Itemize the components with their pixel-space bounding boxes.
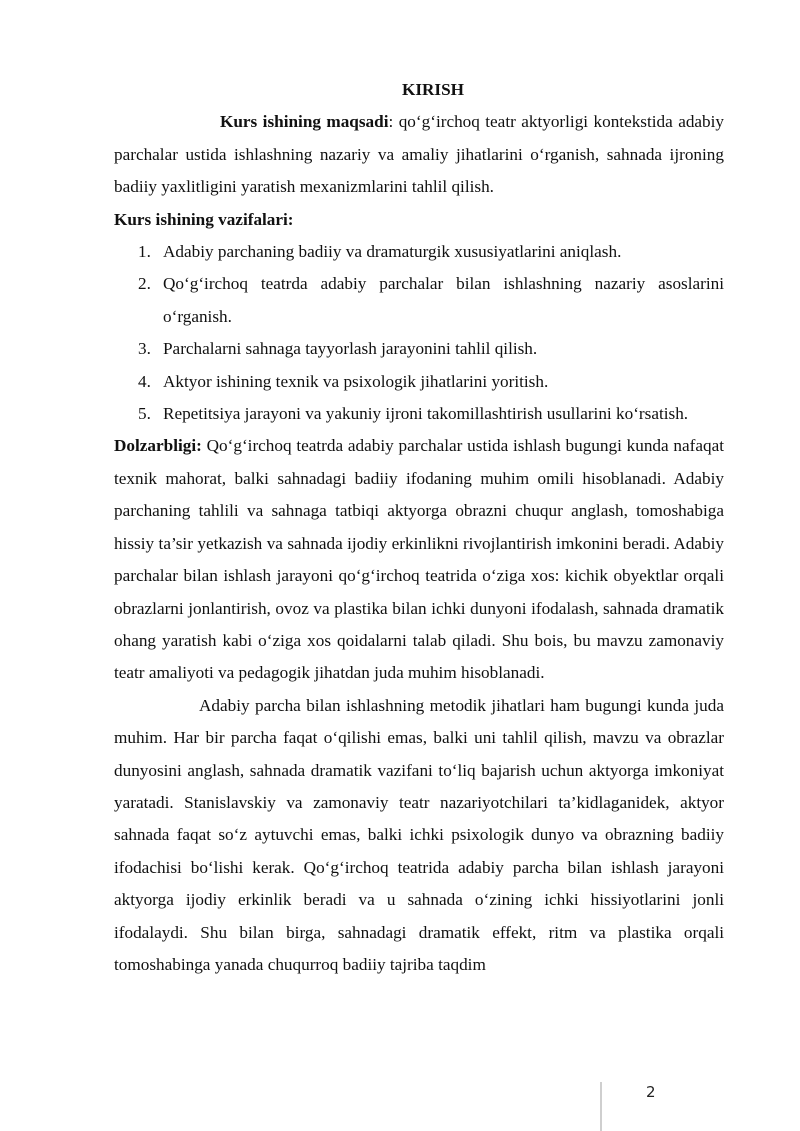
section-title: KIRISH <box>401 80 465 99</box>
page-body <box>114 74 724 981</box>
page-number: 2 <box>646 1083 656 1101</box>
list-item-number: 1. <box>138 242 151 262</box>
list-item <box>114 333 724 365</box>
relevance-text: Qo‘g‘irchoq teatrda adabiy parchalar ustida ishlash bugungi kunda nafaqat texnik mahorat, balki sahnadagi badiiy ifodaning muhim omili hisoblanadi. Adabiy parchaning tahlili va sahnaga tatbiqi aktyorga obrazni chuqur anglash, tomoshabiga hissiy ta’sir yetkazish va sahnada ijodiy erkinlikni rivojlantirish imkonini beradi. Adabiy parchalar bilan ishlash jarayoni qo‘g‘irchoq teatrida o‘ziga xos: kichik obyektlar orqali obrazlarni jonlantirish, ovoz va plastika bilan ichki dunyoni ifodalash, sahnada dramatik ohang yaratish kabi o‘ziga xos qoidalarni talab qiladi. Shu bois, bu mavzu zamonaviy teatr amaliyoti va pedagogik jihatdan juda muhim hisoblanadi. <box>114 436 724 683</box>
list-item-text: Aktyor ishining texnik va psixologik jihatlarini yoritish. <box>163 371 549 391</box>
list-item <box>114 268 724 333</box>
list-item-text: Adabiy parchaning badiiy va dramaturgik xususiyatlarini aniqlash. <box>163 242 622 262</box>
list-item <box>114 366 724 398</box>
list-item-number: 3. <box>138 339 151 359</box>
tasks-list <box>114 236 724 430</box>
list-item <box>114 236 724 268</box>
purpose-paragraph <box>114 106 724 203</box>
list-item-number: 4. <box>138 371 151 391</box>
list-item-text: Qo‘g‘irchoq teatrda adabiy parchalar bilan ishlashning nazariy asoslarini o‘rganish. <box>163 274 724 326</box>
list-item-text: Parchalarni sahnaga tayyorlash jarayonini tahlil qilish. <box>163 339 538 359</box>
list-item-number: 5. <box>138 404 151 424</box>
footer-divider <box>600 1082 602 1131</box>
list-item-text: Repetitsiya jarayoni va yakuniy ijroni takomillashtirish usullarini ko‘rsatish. <box>163 404 689 424</box>
tasks-heading: Kurs ishining vazifalari: <box>114 209 294 229</box>
purpose-text: : qo‘g‘irchoq teatr aktyorligi kontekstida adabiy parchalar ustida ishlashning nazariy va amaliy jihatlarini o‘rganish, sahnada ijroning badiiy yaxlitligini yaratish mexanizmlarini tahlil qilish. <box>114 112 725 197</box>
body-paragraph: Adabiy parcha bilan ishlashning metodik jihatlari ham bugungi kunda juda muhim. Har bir parcha faqat o‘qilishi emas, balki uni tahlil qilish, mavzu va obrazlar dunyosini anglash, sahnada dramatik vazifani to‘liq bajarish uchun aktyorga imkoniyat yaratadi. Stanislavskiy va zamonaviy teatr nazariyotchilari ta’kidlaganidek, aktyor sahnada faqat so‘z aytuvchi emas, balki ichki psixologik dunyo va obrazning badiiy ifodachisi bo‘lishi kerak. Qo‘g‘irchoq teatrida adabiy parcha bilan ishlash jarayoni aktyorga ijodiy erkinlik beradi va u sahnada o‘zining ichki hissiyotlarini jonli ifodalaydi. Shu bilan birga, sahnadagi dramatik effekt, ritm va plastika orqali tomoshabinga yanada chuqurroq badiiy tajriba taqdim <box>114 695 724 974</box>
list-item <box>114 398 724 430</box>
list-item-number: 2. <box>138 274 151 294</box>
relevance-label: Dolzarbligi: <box>114 436 202 456</box>
relevance-paragraph <box>114 430 724 689</box>
purpose-label: Kurs ishining maqsadi <box>220 112 389 132</box>
